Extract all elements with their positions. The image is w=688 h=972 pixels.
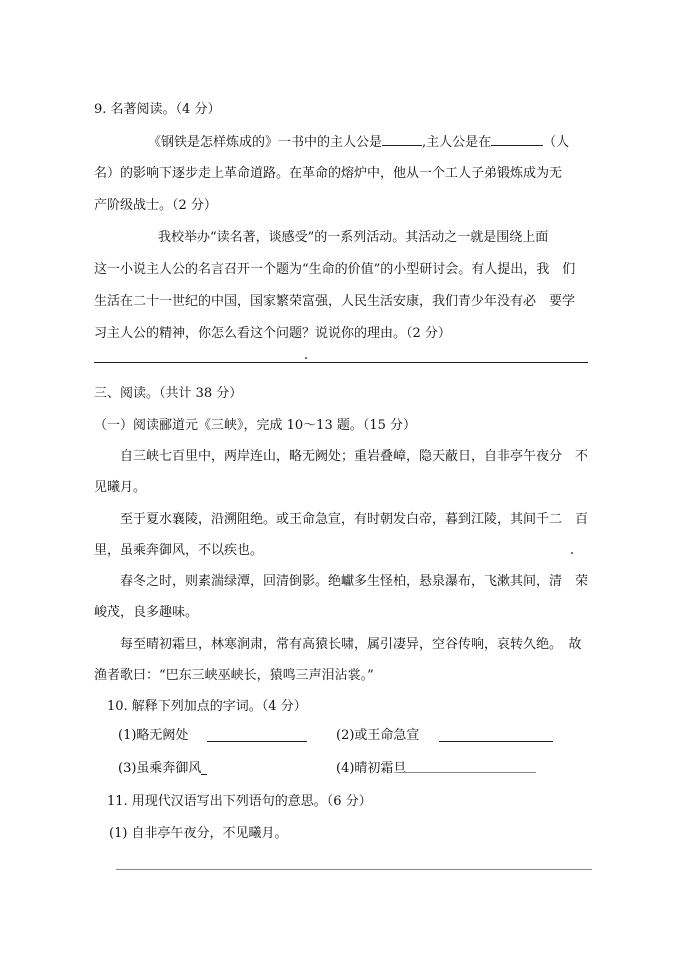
section3-sub1: （一）阅读郦道元《三峡》，完成 10～13 题。（15 分） (94, 418, 417, 433)
q9-title: 9. 名著阅读。（4 分） (94, 102, 221, 117)
q10-blank3[interactable] (201, 774, 207, 775)
q9-p1-text-a: 《钢铁是怎样炼成的》一书中的主人公是 (148, 135, 383, 150)
stray-dot-2 (571, 552, 573, 554)
stray-dot (305, 357, 307, 359)
q11-title: 11. 用现代汉语写出下列语句的意思。（6 分） (107, 794, 372, 809)
q10-item4: (4)晴初霜旦 (336, 761, 407, 776)
q9-p2-line2: 这一小说主人公的名言召开一个题为“生命的价值”的小型研讨会。有人提出，我 们 (94, 262, 576, 277)
q10-blank2[interactable] (439, 741, 553, 742)
text-para2-line1: 至于夏水襄陵，沿溯阻绝。或王命急宣，有时朝发白帝，暮到江陵，其间千二 百 (120, 512, 589, 527)
mentor-name-blank[interactable] (491, 133, 543, 146)
q10-blank4[interactable] (398, 772, 536, 773)
q9-p1-line1 (148, 133, 569, 152)
hero-name-blank[interactable] (382, 133, 422, 146)
text-para3-line2: 峻茂，良多趣味。 (94, 605, 199, 620)
q9-p2-line1: 我校举办“读名著，谈感受”的一系列活动。其活动之一就是围绕上面 (158, 230, 549, 245)
text-para4-line2: 渔者歌曰：“巴东三峡巫峡长，猿鸣三声泪沾裳。” (94, 668, 374, 683)
text-para3-line1: 春冬之时，则素湍绿潭，回清倒影。绝巘多生怪柏，悬泉瀑布，飞漱其间，清 荣 (120, 574, 589, 589)
q10-item2: (2)或王命急宣 (336, 728, 420, 743)
text-para2-line2: 里，虽乘奔御风，不以疾也。 (94, 543, 264, 558)
q9-answer-line[interactable] (94, 362, 588, 363)
q9-p1-line3: 产阶级战士。（2 分） (94, 198, 217, 213)
section3-title: 三、阅读。（共计 38 分） (94, 386, 243, 401)
q10-title: 10. 解释下列加点的字词。（4 分） (107, 699, 307, 714)
q9-p1-line2: 名）的影响下逐步走上革命道路。在革命的熔炉中，他从一个工人子弟锻炼成为无 (94, 166, 563, 181)
q9-p1-text-b: ,主人公是在 (422, 135, 492, 150)
text-para1-line1: 自三峡七百里中，两岸连山，略无阙处；重岩叠嶂，隐天蔽日，自非亭午夜分 不 (120, 449, 589, 464)
q10-blank1[interactable] (207, 741, 307, 742)
q10-item3: (3)虽乘奔御风 (118, 761, 202, 776)
q11-answer-line[interactable] (116, 869, 592, 870)
q10-item1: (1)略无阙处 (118, 728, 189, 743)
q11-item1: (1) 自非亭午夜分，不见曦月。 (109, 826, 288, 841)
text-para4-line1: 每至晴初霜旦，林寒涧肃，常有高猿长啸，属引凄异，空谷传响，哀转久绝。 故 (120, 637, 582, 652)
q9-p2-line4: 习主人公的精神，你怎么看这个问题？说说你的理由。（2 分） (94, 326, 451, 341)
q9-p2-line3: 生活在二十一世纪的中国，国家繁荣富强，人民生活安康，我们青少年没有必 要学 (94, 294, 576, 309)
q9-p1-text-c: （人 (543, 135, 570, 150)
text-para1-line2: 见曦月。 (94, 480, 147, 495)
